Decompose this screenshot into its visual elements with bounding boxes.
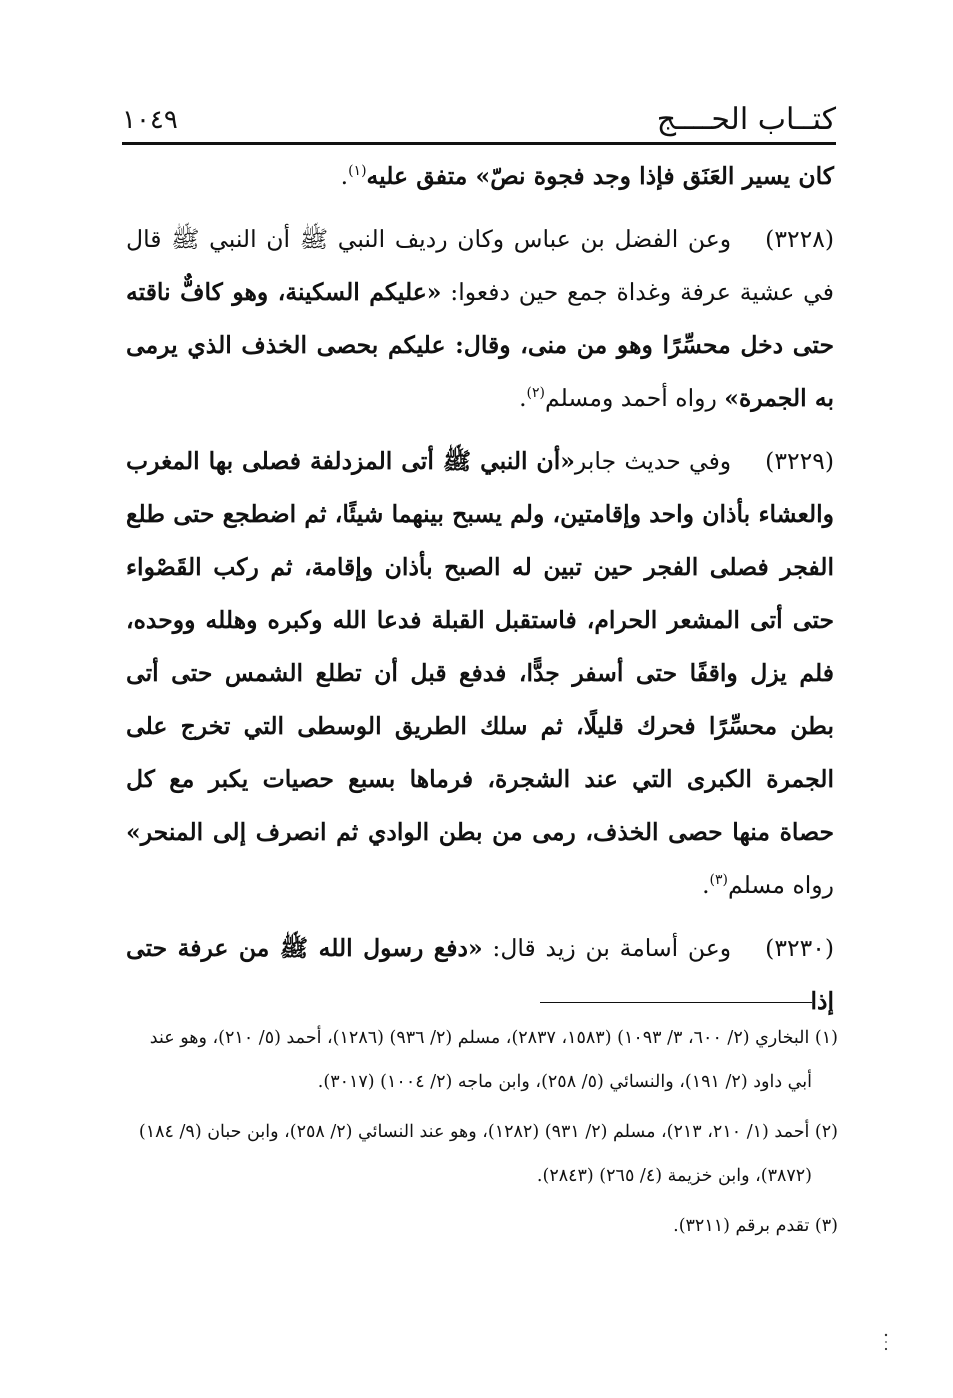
running-header [122,92,836,140]
footnote-separator [540,1002,812,1003]
paragraph-text: وعن الفضل بن عباس وكان رديف النبي ﷺ أن النبي ﷺ قال في عشية عرفة وغداة جمع حين دفعوا: [126,225,835,306]
paragraph-continuation: كان يسير العَنَق فإذا وجد فجوة نصّ» متفق عليه$^{(١)}$. [340,162,834,190]
paragraph-3228: (٣٢٢٨)وعن الفضل بن عباس وكان رديف النبي ﷺ أن النبي ﷺ قال في عشية عرفة وغداة جمع حين دفعوا: «عليكم السكينة، وهو كافٌّ ناقته حتى دخل محسِّرًا وهو من منى، وقال: عليكم بحصى الخذف الذي يرمى به الجمرة» رواه أحمد ومسلم$^{(٢)}$. [126,225,835,412]
footnote-1: (١) البخاري (٢/ ٦٠٠، ٣/ ١٠٩٣) (١٥٨٣، ٢٨٣٧)، مسلم (٢/ ٩٣٦) (١٢٨٦)، أحمد (٥/ ٢١٠)، وهو عند أبي داود (٢/ ١٩١)، والنسائي (٥/ ٢٥٨)، وابن ماجه (٢/ ١٠٠٤) (٣٠١٧). [149,1028,838,1092]
hadith-text: «دفع رسول الله ﷺ من عرفة حتى إذا [126,934,834,1015]
footnotes [126,1016,838,1254]
paragraph-text: وفي حديث جابر [574,447,732,475]
hadith-text: «عليكم السكينة، وهو كافٌّ ناقته حتى دخل محسِّرًا وهو من منى، وقال: عليكم بحصى الخذف الذي يرمى به الجمرة» [126,278,834,412]
paragraph-3230 [126,922,834,1028]
header-rule [122,142,836,145]
chapter-title: كتــاب الحــــج [656,102,836,137]
footnote-3: (٣) تقدم برقم (٣٢١١). [673,1216,838,1236]
footnote-2: (٢) أحمد (١/ ٢١٠، ٢١٣)، مسلم (٢/ ٩٣١) (١٢٨٢)، وهو عند النسائي (٢/ ٢٥٨)، وابن حبان (٩/ ١٨٤) (٣٨٧٢)، وابن خزيمة (٤/ ٢٦٥) (٢٨٤٣). [138,1122,838,1186]
paragraph-text: وعن أسامة بن زيد قال: [482,934,732,962]
footnote-ref: (١) [348,163,367,180]
paragraph-source: رواه مسلم [728,871,834,899]
footnote-ref: (٢) [526,385,546,402]
ink-speck [884,1332,888,1352]
paragraph-3229: (٣٢٢٩)وفي حديث جابر«أن النبي ﷺ أتى المزدلفة فصلى بها المغرب والعشاء بأذان واحد وإقامتين، ولم يسبح بينهما شيئًا، ثم اضطجع حتى طلع الفجر فصلى الفجر حين تبين له الصبح بأذان وإقامة، ثم ركب القَصْواء حتى أتى المشعر الحرام، فاستقبل القبلة فدعا الله وكبره وهلله ووحده، فلم يزل واقفًا حتى أسفر جدًّا، فدفع قبل أن تطلع الشمس حتى أتى بطن محسِّرًا فحرك قليلًا، ثم سلك الطريق الوسطى التي تخرج على الجمرة الكبرى التي عند الشجرة، فرماها بسبع حصيات يكبر مع كل حصاة منها حصى الخذف، رمى من بطن الوادي ثم انصرف إلى المنحر» رواه مسلم$^{(٣)}$. [126,447,835,899]
paragraph-source: رواه أحمد ومسلم [545,384,725,412]
hadith-number: (٣٢٢٩) [765,447,835,475]
page-number: ١٠٤٩ [122,105,178,135]
hadith-text: «أن النبي ﷺ أتى المزدلفة فصلى بها المغرب والعشاء بأذان واحد وإقامتين، ولم يسبح بينهما شيئًا، ثم اضطجع حتى طلع الفجر فصلى الفجر حين تبين له الصبح بأذان وإقامة، ثم ركب القَصْواء حتى أتى المشعر الحرام، فاستقبل القبلة فدعا الله وكبره وهلله ووحده، فلم يزل واقفًا حتى أسفر جدًّا، فدفع قبل أن تطلع الشمس حتى أتى بطن محسِّرًا فحرك قليلًا، ثم سلك الطريق الوسطى التي تخرج على الجمرة الكبرى التي عند الشجرة، فرماها بسبع حصيات يكبر مع كل حصاة منها حصى الخذف، رمى من بطن الوادي ثم انصرف إلى المنحر» [126,447,834,846]
footnote-ref: (٣) [709,872,729,889]
hadith-number: (٣٢٢٨) [765,225,834,253]
main-text [126,150,834,1038]
hadith-number: (٣٢٣٠) [765,934,834,962]
hadith-text: كان يسير العَنَق فإذا وجد فجوة نصّ» متفق عليه [366,162,834,190]
